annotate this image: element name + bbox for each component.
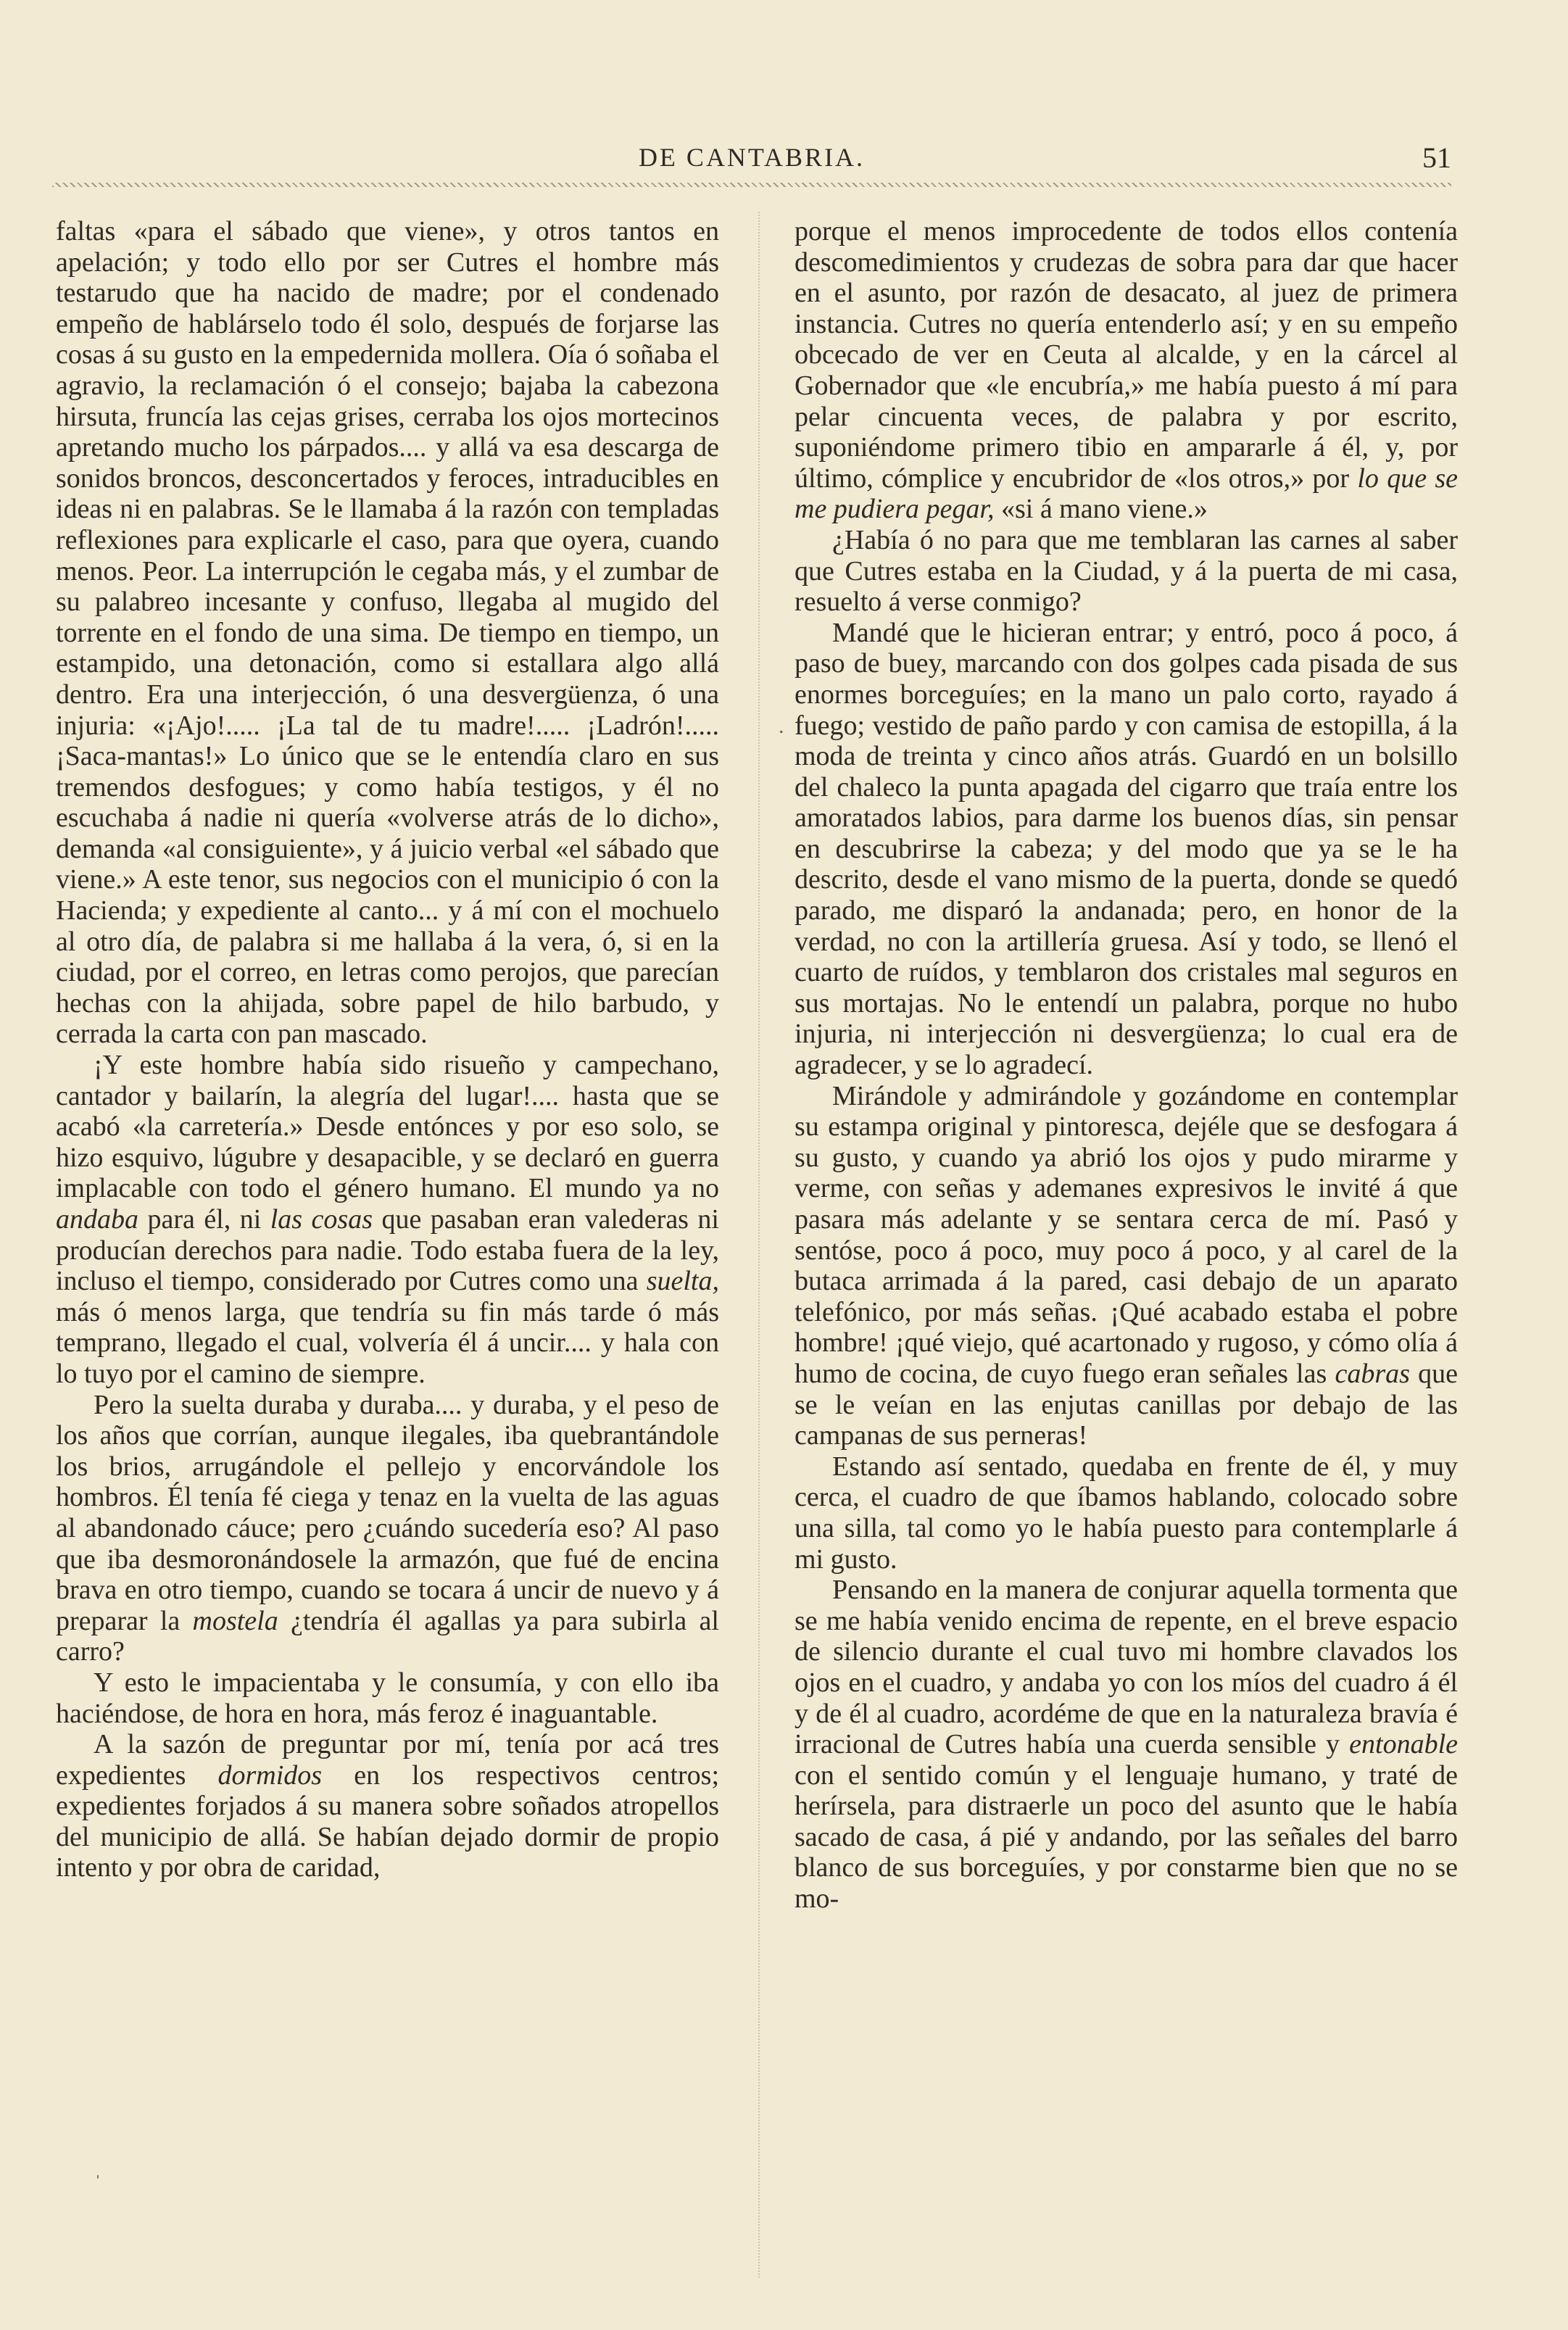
page-number: 51 bbox=[1422, 141, 1451, 174]
left-column bbox=[56, 216, 719, 1883]
paragraph: Pensando en la manera de conjurar aquella tormenta que se me había venido encima de repente, en el breve espacio de silencio durante el cual tuvo mi hombre clavados los ojos en el cuadro, y andaba yo con los míos del cuadro á él y de él al cuadro, acordéme de que en la naturaleza bravía é irracional de Cutres había una cuerda sensible y entonable con el sentido común y el lenguaje humano, y traté de herírsela, para distraerle un poco del asunto que le había sacado de casa, á pié y andando, por las señales del barro blanco de sus borceguíes, y por constarme bien que no se mo- bbox=[795, 1575, 1458, 1915]
header-rule bbox=[52, 183, 1451, 187]
right-column bbox=[795, 216, 1458, 1915]
paragraph: A la sazón de preguntar por mí, tenía por acá tres expedientes dormidos en los respectivos centros; expedientes forjados á su manera sobre soñados atropellos del municipio de allá. Se habían dejado dormir de propio intento y por obra de caridad, bbox=[56, 1729, 719, 1883]
column-divider bbox=[758, 212, 760, 2278]
paragraph: Pero la suelta duraba y duraba.... y duraba, y el peso de los años que corrían, aunque ilegales, iba quebrantándole los brios, arrugándole el pellejo y encorvándole los hombros. Él tenía fé ciega y tenaz en la vuelta de las aguas al abandonado cáuce; pero ¿cuándo sucedería eso? Al paso que iba desmoronándosele la armazón, que fué de encina brava en otro tiempo, cuando se tocara á uncir de nuevo y á preparar la mostela ¿tendría él agallas ya para subirla al carro? bbox=[56, 1389, 719, 1667]
paragraph: Mirándole y admirándole y gozándome en contemplar su estampa original y pintoresca, dejéle que se desfogara á su gusto, y cuando ya abrió los ojos y pudo mirarme y verme, con señas y ademanes expresivos le invité á que pasara más adelante y se sentara cerca de mí. Pasó y sentóse, poco á poco, muy poco á poco, y al carel de la butaca arrimada á la pared, casi debajo de un aparato telefónico, por más señas. ¡Qué acabado estaba el pobre hombre! ¡qué viejo, qué acartonado y rugoso, y cómo olía á humo de cocina, de cuyo fuego eran señales las cabras que se le veían en las enjutas canillas por debajo de las campanas de sus perneras! bbox=[795, 1080, 1458, 1451]
paragraph: Mandé que le hicieran entrar; y entró, poco á poco, á paso de buey, marcando con dos golpes cada pisada de sus enormes borceguíes; en la mano un palo corto, rayado á fuego; vestido de paño pardo y con camisa de estopilla, á la moda de treinta y cinco años atrás. Guardó en un bolsillo del chaleco la punta apagada del cigarro que traía entre los amoratados labios, para darme los buenos días, sin pensar en descubrirse la cabeza; y del modo que ya se le ha descrito, desde el vano mismo de la puerta, donde se quedó parado, me disparó la andanada; pero, en honor de la verdad, no con la artillería gruesa. Así y todo, se llenó el cuarto de ruídos, y temblaron dos cristales mal seguros en sus mortajas. No le entendí un palabra, porque no hubo injuria, ni interjección ni desvergüenza; lo cual era de agradecer, y se lo agradecí. bbox=[795, 617, 1458, 1081]
paragraph: Y esto le impacientaba y le consumía, y con ello iba haciéndose, de hora en hora, más feroz é inaguantable. bbox=[56, 1667, 719, 1729]
paragraph: ¿Había ó no para que me temblaran las carnes al saber que Cutres estaba en la Ciudad, y á la puerta de mi casa, resuelto á verse conmigo? bbox=[795, 524, 1458, 618]
paragraph: faltas «para el sábado que viene», y otros tantos en apelación; y todo ello por ser Cutres el hombre más testarudo que ha nacido de madre; por el condenado empeño de hablárselo todo él solo, después de forjarse las cosas á su gusto en la empedernida mollera. Oía ó soñaba el agravio, la reclamación ó el consejo; bajaba la cabezona hirsuta, fruncía las cejas grises, cerraba los ojos mortecinos apretando mucho los párpados.... y allá va esa descarga de sonidos broncos, desconcertados y feroces, intraducibles en ideas ni en palabras. Se le llamaba á la razón con templadas reflexiones para explicarle el caso, para que oyera, cuando menos. Peor. La interrupción le cegaba más, y el zumbar de su palabreo incesante y confuso, llegaba al mugido del torrente en el fondo de una sima. De tiempo en tiempo, un estampido, una detonación, como si estallara algo allá dentro. Era una interjección, ó una desvergüenza, ó una injuria: «¡Ajo!..... ¡La tal de tu madre!..... ¡Ladrón!..... ¡Saca-mantas!» Lo único que se le entendía claro en sus tremendos desfogues; y como había testigos, y él no escuchaba á nadie ni quería «volverse atrás de lo dicho», demanda «al consiguiente», y á juicio verbal «el sábado que viene.» A este tenor, sus negocios con el municipio ó con la Hacienda; y expediente al canto... y á mí con el mochuelo al otro día, de palabra si me hallaba á la vera, ó, si en la ciudad, por el correo, en letras como perojos, que parecían hechas con la ahijada, sobre papel de hilo barbudo, y cerrada la carta con pan mascado. bbox=[56, 216, 719, 1050]
paragraph: porque el menos improcedente de todos ellos contenía descomedimientos y crudezas de sobra para dar que hacer en el asunto, por razón de desacato, al juez de primera instancia. Cutres no quería entenderlo así; y en su empeño obcecado de ver en Ceuta al alcalde, y en la cárcel al Gobernador que «le encubría,» me había puesto á mí para pelar cincuenta veces, de palabra y por escrito, suponiéndome primero tibio en ampararle á él, y, por último, cómplice y encubridor de «los otros,» por lo que se me pudiera pegar, «si á mano viene.» bbox=[795, 216, 1459, 525]
print-speck: ˈ bbox=[94, 2171, 101, 2195]
paragraph: Estando así sentado, quedaba en frente de él, y muy cerca, el cuadro de que íbamos hablando, colocado sobre una silla, tal como yo le había puesto para contemplarle á mi gusto. bbox=[795, 1451, 1458, 1575]
paragraph: ¡Y este hombre había sido risueño y campechano, cantador y bailarín, la alegría del lugar!.... hasta que se acabó «la carretería.» Desde entónces y por eso solo, se hizo esquivo, lúgubre y desapacible, y se declaró en guerra implacable con todo el género humano. El mundo ya no andaba para él, ni las cosas que pasaban eran valederas ni producían derechos para nadie. Todo estaba fuera de la ley, incluso el tiempo, considerado por Cutres como una suelta, más ó menos larga, que tendría su fin más tarde ó más temprano, llegado el cual, volvería él á uncir.... y hala con lo tuyo por el camino de siempre. bbox=[56, 1050, 719, 1389]
print-speck: . bbox=[779, 714, 784, 738]
page-header bbox=[52, 142, 1451, 186]
running-title: DE CANTABRIA. bbox=[638, 143, 866, 172]
